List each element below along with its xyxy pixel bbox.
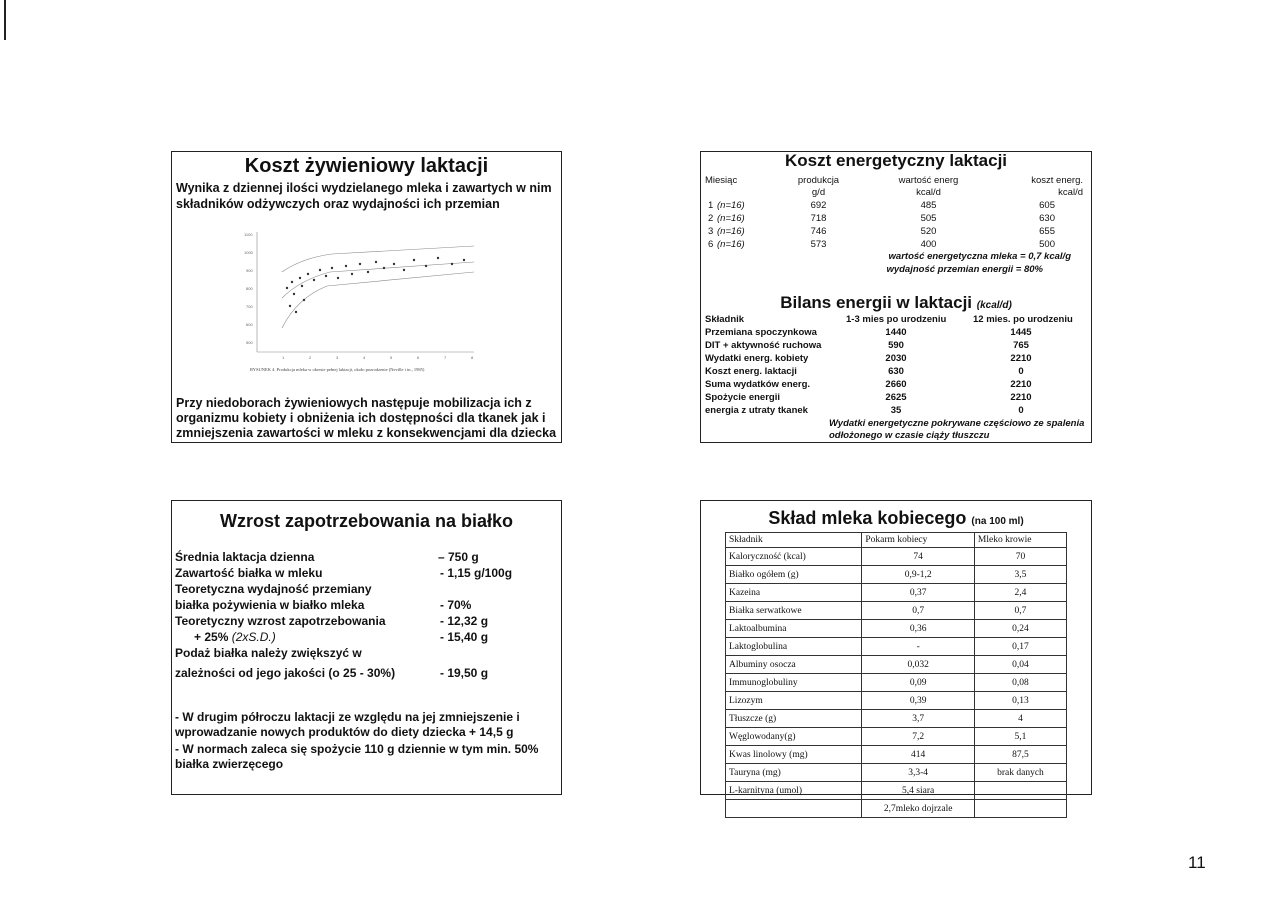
table-cell: Albuminy osocza — [726, 656, 862, 674]
svg-text:4: 4 — [363, 355, 366, 360]
late-header: 12 mies. po urodzeniu — [973, 314, 1073, 325]
milk-energy-note: wartość energetyczna mleka = 0,7 kcal/g — [888, 251, 1071, 262]
cost-cell: 630 — [1039, 213, 1055, 224]
energy-balance-title — [701, 293, 1091, 313]
month-cell: 1 — [708, 200, 714, 211]
energy-cell: 520 — [920, 226, 937, 237]
protein-row-label — [175, 598, 364, 612]
balance-late: 0 — [1018, 405, 1024, 416]
svg-text:500: 500 — [246, 340, 253, 345]
row-label-text: Średnia laktacja dzienna — [175, 550, 315, 564]
sample-size: (n=16) — [717, 213, 745, 224]
cost-cell: 605 — [1039, 200, 1055, 211]
slide-milk-nutrition-cost — [171, 151, 562, 443]
balance-label: DIT + aktywność ruchowa — [705, 340, 822, 351]
energy-cell: 485 — [920, 200, 937, 211]
table-header: Pokarm kobiecy — [862, 533, 975, 548]
balance-unit: (kcal/d) — [976, 300, 1012, 311]
table-cell: 3,3-4 — [862, 764, 975, 782]
protein-row-label — [175, 582, 372, 596]
balance-late: 2210 — [1010, 379, 1032, 390]
lactation-scatter-figure — [242, 228, 482, 390]
table-cell — [726, 800, 862, 818]
svg-text:600: 600 — [246, 322, 253, 327]
table-body — [726, 548, 1067, 818]
svg-text:1: 1 — [282, 355, 285, 360]
production-cell: 746 — [810, 226, 827, 237]
svg-text:5: 5 — [390, 355, 393, 360]
balance-label: energia z utraty tkanek — [705, 405, 808, 416]
table-cell: 0,13 — [974, 692, 1066, 710]
table-cell: 5,4 siara — [862, 782, 975, 800]
production-cell: 718 — [810, 213, 827, 224]
row-label-italic: (2xS.D.) — [231, 630, 276, 644]
svg-text:3: 3 — [336, 355, 339, 360]
protein-row-label — [194, 630, 276, 644]
table-cell: 0,36 — [862, 620, 975, 638]
table-cell: 70 — [974, 548, 1066, 566]
table-cell: brak danych — [974, 764, 1066, 782]
table-cell: 5,1 — [974, 728, 1066, 746]
balance-late: 0 — [1018, 366, 1024, 377]
protein-row-label — [175, 566, 322, 580]
sample-size: (n=16) — [717, 226, 745, 237]
page-edge-mark — [4, 0, 6, 40]
balance-label: Koszt energ. laktacji — [705, 366, 797, 377]
protein-row-label — [175, 666, 395, 680]
table-row — [726, 782, 1067, 800]
table-cell: Tauryna (mg) — [726, 764, 862, 782]
cost-unit: kcal/d — [1058, 187, 1083, 198]
svg-text:6: 6 — [417, 355, 420, 360]
svg-text:2: 2 — [309, 355, 312, 360]
balance-label: Spożycie energii — [705, 392, 780, 403]
balance-late: 765 — [1013, 340, 1029, 351]
table-cell: 0,39 — [862, 692, 975, 710]
table-cell: Białka serwatkowe — [726, 602, 862, 620]
month-cell: 2 — [708, 213, 714, 224]
table-cell: Laktoglobulina — [726, 638, 862, 656]
milk-composition-table — [725, 532, 1067, 818]
slide4-title: Skład mleka kobiecego — [768, 508, 967, 528]
slide3-title: Wzrost zapotrzebowania na białko — [219, 511, 514, 531]
table-cell: 3,5 — [974, 566, 1066, 584]
table-row — [726, 674, 1067, 692]
table-header-row — [726, 533, 1067, 548]
row-label-text: Zawartość białka w mleku — [175, 566, 323, 580]
energy-unit: kcal/d — [916, 187, 941, 198]
table-cell: 4 — [974, 710, 1066, 728]
protein-row-value: - 19,50 g — [440, 666, 489, 680]
table-row — [726, 566, 1067, 584]
slide1-intro: Wynika z dziennej ilości wydzielanego mleka i zawartych w nim składników odżywczych oraz wydajności ich przemian — [176, 181, 552, 211]
cost-cell: 500 — [1039, 239, 1055, 250]
svg-text:8: 8 — [471, 355, 474, 360]
table-cell — [974, 800, 1066, 818]
table-row — [726, 692, 1067, 710]
early-header: 1-3 mies po urodzeniu — [846, 314, 947, 325]
energy-cell: 400 — [920, 239, 937, 250]
slide1-outro: Przy niedoborach żywieniowych następuje mobilizacja ich z organizmu kobiety i obniżenia ich dostępności dla tkanek jak i zmniejszenia zawartości w mleku z konsekwencjami dla dziecka — [176, 396, 557, 440]
protein-row-label — [175, 614, 386, 628]
production-header: produkcja — [797, 175, 840, 186]
table-cell — [974, 782, 1066, 800]
table-cell: Tłuszcze (g) — [726, 710, 862, 728]
slide1-title: Koszt żywieniowy laktacji — [244, 155, 489, 177]
table-row — [726, 710, 1067, 728]
table-row — [726, 638, 1067, 656]
table-cell: 0,04 — [974, 656, 1066, 674]
table-row — [726, 656, 1067, 674]
protein-row-value: – 750 g — [438, 550, 479, 564]
table-row — [726, 764, 1067, 782]
balance-late: 2210 — [1010, 392, 1032, 403]
month-header: Miesiąc — [705, 175, 738, 186]
slide-energy-cost — [700, 151, 1092, 443]
month-cell: 3 — [708, 226, 714, 237]
balance-title-text: Bilans energii w laktacji — [780, 293, 973, 312]
component-header: Składnik — [705, 314, 745, 325]
table-cell: Immunoglobuliny — [726, 674, 862, 692]
slide4-title-wrap — [701, 508, 1091, 529]
table-cell: Lizozym — [726, 692, 862, 710]
svg-text:800: 800 — [246, 286, 253, 291]
balance-early: 2660 — [885, 379, 907, 390]
table-cell: 0,9-1,2 — [862, 566, 975, 584]
balance-early: 2625 — [885, 392, 907, 403]
sample-size: (n=16) — [717, 239, 745, 250]
table-cell: 2,7mleko dojrzale — [862, 800, 975, 818]
table-cell: Węglowodany(g) — [726, 728, 862, 746]
table-row — [726, 602, 1067, 620]
production-cell: 573 — [810, 239, 827, 250]
row-label-text: + 25% — [194, 630, 232, 644]
protein-row-value: - 1,15 g/100g — [440, 566, 513, 580]
table-cell: 0,7 — [862, 602, 975, 620]
table-cell: Białko ogółem (g) — [726, 566, 862, 584]
row-label-text: zależności od jego jakości (o 25 - 30%) — [175, 666, 396, 680]
sample-size: (n=16) — [717, 200, 745, 211]
table-cell: Kwas linolowy (mg) — [726, 746, 862, 764]
table-row — [726, 746, 1067, 764]
cost-header: koszt energ. — [1031, 175, 1083, 186]
svg-text:7: 7 — [444, 355, 447, 360]
balance-note: Wydatki energetyczne pokrywane częściowo ze spalenia odłożonego w czasie ciąży tłuszczu — [829, 418, 1085, 441]
table-cell: 0,17 — [974, 638, 1066, 656]
balance-late: 2210 — [1010, 353, 1032, 364]
bullet-second-half: - W drugim półroczu laktacji ze względu na jej zmniejszenie i wprowadzanie nowych produktów do diety dziecka + 14,5 g — [175, 710, 520, 739]
table-cell: 0,37 — [862, 584, 975, 602]
bullet-norms: - W normach zaleca się spożycie 110 g dziennie w tym min. 50% białka zwierzęcego — [175, 742, 539, 771]
table-row — [726, 548, 1067, 566]
protein-row-value: - 15,40 g — [440, 630, 489, 644]
month-cell: 6 — [708, 239, 714, 250]
table-row — [726, 620, 1067, 638]
svg-text:700: 700 — [246, 304, 253, 309]
table-cell: L-karnityna (umol) — [726, 782, 862, 800]
figure-caption: RYSUNEK 4. Produkcja mleka w okresie pełnej laktacji, około pozrodzenie (Neville i in., 1985) — [250, 367, 425, 372]
table-header: Składnik — [726, 533, 862, 548]
balance-early: 1440 — [885, 327, 907, 338]
energy-cell: 505 — [920, 213, 937, 224]
page-number: 11 — [1188, 853, 1206, 872]
balance-early: 35 — [890, 405, 902, 416]
row-label-text: Teoretyczny wzrost zapotrzebowania — [175, 614, 386, 628]
row-label-text: Teoretyczna wydajność przemiany — [175, 582, 372, 596]
slide-milk-composition — [700, 500, 1092, 814]
svg-text:900: 900 — [246, 268, 253, 273]
table-cell: 87,5 — [974, 746, 1066, 764]
efficiency-note: wydajność przemian energii = 80% — [886, 264, 1043, 275]
table-cell: 2,4 — [974, 584, 1066, 602]
svg-text:1000: 1000 — [244, 250, 253, 255]
table-cell: Kaloryczność (kcal) — [726, 548, 862, 566]
table-row — [726, 728, 1067, 746]
balance-label: Wydatki energ. kobiety — [705, 353, 809, 364]
protein-row-value: - 12,32 g — [440, 614, 489, 628]
table-cell: 74 — [862, 548, 975, 566]
cost-cell: 655 — [1039, 226, 1055, 237]
balance-label: Przemiana spoczynkowa — [705, 327, 817, 338]
production-unit: g/d — [811, 187, 826, 198]
table-cell: Kazeina — [726, 584, 862, 602]
table-cell: 3,7 — [862, 710, 975, 728]
table-cell: 7,2 — [862, 728, 975, 746]
table-cell: 0,032 — [862, 656, 975, 674]
slide2-title: Koszt energetyczny laktacji — [784, 151, 1008, 170]
protein-row-label — [175, 646, 362, 660]
row-label-text: Podaż białka należy zwiększyć w — [175, 646, 362, 660]
protein-row-label — [175, 550, 314, 564]
table-cell: 414 — [862, 746, 975, 764]
table-cell: - — [862, 638, 975, 656]
balance-early: 590 — [888, 340, 904, 351]
protein-row-value: - 70% — [440, 598, 472, 612]
table-cell: 0,09 — [862, 674, 975, 692]
balance-early: 2030 — [885, 353, 907, 364]
table-header: Mleko krowie — [974, 533, 1066, 548]
row-label-text: białka pożywienia w białko mleka — [175, 598, 365, 612]
table-row — [726, 800, 1067, 818]
slide4-title-unit: (na 100 ml) — [971, 516, 1024, 527]
balance-early: 630 — [888, 366, 904, 377]
energy-header: wartość energ — [898, 175, 959, 186]
table-row — [726, 584, 1067, 602]
slide-protein-demand — [171, 500, 562, 795]
table-cell: 0,7 — [974, 602, 1066, 620]
balance-late: 1445 — [1010, 327, 1032, 338]
svg-text:1100: 1100 — [244, 232, 253, 237]
table-cell: 0,08 — [974, 674, 1066, 692]
balance-label: Suma wydatków energ. — [705, 379, 811, 390]
production-cell: 692 — [810, 200, 827, 211]
table-cell: 0,24 — [974, 620, 1066, 638]
table-cell: Laktoalbumina — [726, 620, 862, 638]
